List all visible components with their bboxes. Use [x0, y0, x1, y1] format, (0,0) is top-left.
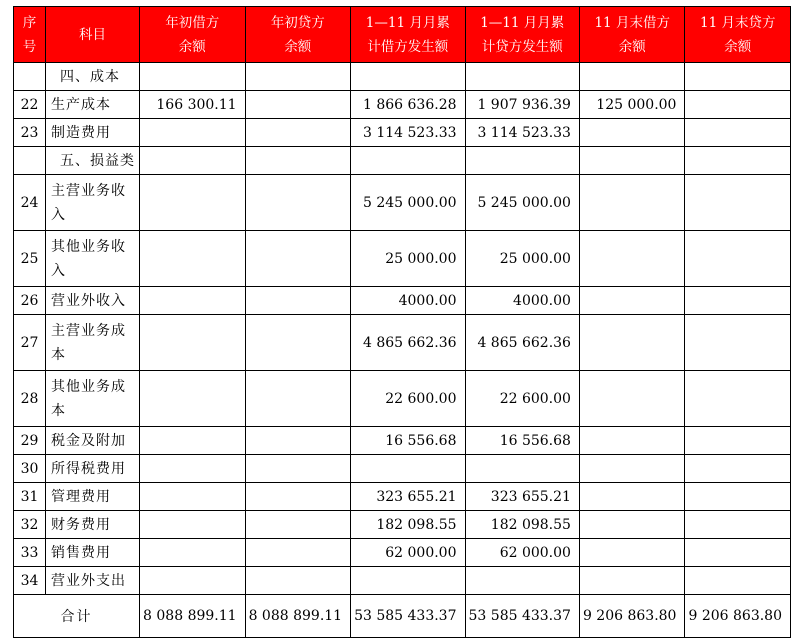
end-credit-cell [685, 231, 791, 287]
cum-debit-cell: 323 655.21 [351, 483, 465, 511]
end-debit-cell: 125 000.00 [579, 91, 685, 119]
cum-credit-cell: 182 098.55 [465, 511, 579, 539]
row-subject-line1: 主营业务成 [51, 322, 126, 339]
header-cum-credit-line2: 计贷方发生额 [481, 38, 563, 55]
row-cell [465, 147, 579, 175]
row-subject: 销售费用 [46, 539, 140, 567]
table-row [14, 91, 791, 119]
row-number: 24 [14, 175, 46, 231]
open-debit-cell [140, 315, 246, 371]
end-debit-cell [579, 175, 685, 231]
open-debit-cell [140, 371, 246, 427]
end-credit-cell [685, 91, 791, 119]
open-credit-cell [245, 287, 351, 315]
row-number: 29 [14, 427, 46, 455]
row-subject-line1: 其他业务收 [51, 238, 126, 255]
end-debit-cell [579, 315, 685, 371]
cum-debit-cell: 4 865 662.36 [351, 315, 465, 371]
end-credit-cell [685, 483, 791, 511]
header-open-credit-line1: 年初贷方 [270, 14, 325, 31]
header-end-debit [579, 7, 685, 63]
cum-credit-cell: 4 865 662.36 [465, 315, 579, 371]
open-credit-cell [245, 483, 351, 511]
row-category: 四、成本 [46, 63, 140, 91]
row-cell [465, 63, 579, 91]
row-cell [245, 63, 351, 91]
cum-credit-cell: 4000.00 [465, 287, 579, 315]
table-row [14, 63, 791, 91]
open-credit-cell [245, 371, 351, 427]
row-subject: 所得税费用 [46, 455, 140, 483]
end-debit-cell [579, 567, 685, 595]
row-cell [351, 147, 465, 175]
cum-debit-cell: 25 000.00 [351, 231, 465, 287]
end-credit-cell [685, 315, 791, 371]
header-open-credit [245, 7, 351, 63]
cum-debit-cell: 16 556.68 [351, 427, 465, 455]
end-credit-cell [685, 427, 791, 455]
end-debit-cell [579, 371, 685, 427]
end-credit-cell [685, 567, 791, 595]
row-subject-line1: 主营业务收 [51, 182, 126, 199]
cum-credit-cell [465, 567, 579, 595]
end-debit-cell [579, 455, 685, 483]
header-cum-debit-line2: 计借方发生额 [367, 38, 449, 55]
row-subject: 营业外支出 [46, 567, 140, 595]
total-end-debit: 9 206 863.80 [579, 595, 685, 638]
row-number: 31 [14, 483, 46, 511]
row-number: 23 [14, 119, 46, 147]
header-seq [14, 7, 46, 63]
row-subject: 税金及附加 [46, 427, 140, 455]
row-subject [46, 371, 140, 427]
row-subject: 营业外收入 [46, 287, 140, 315]
total-label: 合计 [14, 595, 140, 638]
row-number: 34 [14, 567, 46, 595]
end-credit-cell [685, 287, 791, 315]
row-number: 26 [14, 287, 46, 315]
cum-credit-cell: 5 245 000.00 [465, 175, 579, 231]
end-credit-cell [685, 455, 791, 483]
open-debit-cell [140, 231, 246, 287]
cum-credit-cell: 323 655.21 [465, 483, 579, 511]
header-open-credit-line2: 余额 [284, 38, 312, 55]
total-row [14, 595, 791, 638]
end-credit-cell [685, 119, 791, 147]
table-row [14, 371, 791, 427]
row-cell [685, 147, 791, 175]
header-cum-debit [351, 7, 465, 63]
end-debit-cell [579, 119, 685, 147]
open-debit-cell [140, 539, 246, 567]
open-debit-cell [140, 287, 246, 315]
total-open-credit: 8 088 899.11 [245, 595, 351, 638]
cum-debit-cell: 22 600.00 [351, 371, 465, 427]
header-open-debit-line1: 年初借方 [165, 14, 220, 31]
open-credit-cell [245, 119, 351, 147]
table-row [14, 175, 791, 231]
row-cell [351, 63, 465, 91]
table-row [14, 567, 791, 595]
row-subject-line2: 本 [51, 346, 66, 363]
cum-debit-cell [351, 455, 465, 483]
cum-credit-cell [465, 455, 579, 483]
row-number: 28 [14, 371, 46, 427]
total-open-debit: 8 088 899.11 [140, 595, 246, 638]
cum-debit-cell [351, 567, 465, 595]
table-row [14, 427, 791, 455]
open-debit-cell [140, 175, 246, 231]
open-credit-cell [245, 567, 351, 595]
open-credit-cell [245, 455, 351, 483]
header-cum-debit-line1: 1—11 月月累 [365, 14, 450, 31]
open-debit-cell: 166 300.11 [140, 91, 246, 119]
cum-debit-cell: 3 114 523.33 [351, 119, 465, 147]
row-cell [245, 147, 351, 175]
header-row [14, 7, 791, 63]
open-debit-cell [140, 455, 246, 483]
table-row [14, 511, 791, 539]
row-number: 22 [14, 91, 46, 119]
row-subject-line1: 其他业务成 [51, 378, 126, 395]
table-row [14, 455, 791, 483]
cum-credit-cell: 1 907 936.39 [465, 91, 579, 119]
total-end-credit: 9 206 863.80 [685, 595, 791, 638]
open-credit-cell [245, 231, 351, 287]
header-open-debit-line2: 余额 [178, 38, 206, 55]
open-debit-cell [140, 511, 246, 539]
row-subject: 制造费用 [46, 119, 140, 147]
open-debit-cell [140, 427, 246, 455]
header-end-credit [685, 7, 791, 63]
cum-debit-cell: 1 866 636.28 [351, 91, 465, 119]
end-credit-cell [685, 539, 791, 567]
header-end-debit-line2: 余额 [618, 38, 646, 55]
header-seq-line2: 号 [22, 38, 37, 55]
end-debit-cell [579, 511, 685, 539]
cum-credit-cell: 3 114 523.33 [465, 119, 579, 147]
header-end-credit-line1: 11 月末贷方 [699, 14, 776, 31]
row-cell [685, 63, 791, 91]
cum-debit-cell: 5 245 000.00 [351, 175, 465, 231]
open-credit-cell [245, 91, 351, 119]
row-number: 32 [14, 511, 46, 539]
open-debit-cell [140, 567, 246, 595]
table-row [14, 147, 791, 175]
table-row [14, 315, 791, 371]
open-credit-cell [245, 175, 351, 231]
end-debit-cell [579, 231, 685, 287]
header-cum-credit [465, 7, 579, 63]
row-number: 25 [14, 231, 46, 287]
row-subject-line2: 入 [51, 206, 66, 223]
row-number: 33 [14, 539, 46, 567]
open-credit-cell [245, 427, 351, 455]
end-credit-cell [685, 175, 791, 231]
row-category: 五、损益类 [46, 147, 140, 175]
cum-debit-cell: 62 000.00 [351, 539, 465, 567]
cum-credit-cell: 25 000.00 [465, 231, 579, 287]
cum-credit-cell: 22 600.00 [465, 371, 579, 427]
table-row [14, 287, 791, 315]
open-debit-cell [140, 483, 246, 511]
table-row [14, 483, 791, 511]
open-credit-cell [245, 511, 351, 539]
end-debit-cell [579, 483, 685, 511]
header-cum-credit-line1: 1—11 月月累 [480, 14, 565, 31]
table-row [14, 119, 791, 147]
end-credit-cell [685, 511, 791, 539]
header-subject-text: 科目 [79, 26, 107, 43]
header-seq-line1: 序 [22, 14, 37, 31]
cum-debit-cell: 182 098.55 [351, 511, 465, 539]
cum-credit-cell: 62 000.00 [465, 539, 579, 567]
row-number [14, 147, 46, 175]
header-subject [46, 7, 140, 63]
header-end-debit-line1: 11 月末借方 [594, 14, 670, 31]
row-subject [46, 231, 140, 287]
row-cell [579, 147, 685, 175]
end-debit-cell [579, 539, 685, 567]
end-debit-cell [579, 427, 685, 455]
row-subject: 管理费用 [46, 483, 140, 511]
row-subject-line2: 本 [51, 402, 66, 419]
table-row [14, 231, 791, 287]
total-cum-credit: 53 585 433.37 [465, 595, 579, 638]
end-debit-cell [579, 287, 685, 315]
row-cell [140, 147, 246, 175]
header-open-debit [140, 7, 246, 63]
open-credit-cell [245, 539, 351, 567]
row-subject [46, 315, 140, 371]
row-number [14, 63, 46, 91]
total-cum-debit: 53 585 433.37 [351, 595, 465, 638]
header-end-credit-line2: 余额 [724, 38, 752, 55]
row-cell [579, 63, 685, 91]
end-credit-cell [685, 371, 791, 427]
row-subject: 财务费用 [46, 511, 140, 539]
row-subject: 生产成本 [46, 91, 140, 119]
cum-credit-cell: 16 556.68 [465, 427, 579, 455]
row-subject [46, 175, 140, 231]
table-row [14, 539, 791, 567]
row-number: 27 [14, 315, 46, 371]
open-debit-cell [140, 119, 246, 147]
trial-balance-table [13, 6, 791, 638]
cum-debit-cell: 4000.00 [351, 287, 465, 315]
open-credit-cell [245, 315, 351, 371]
row-cell [140, 63, 246, 91]
row-number: 30 [14, 455, 46, 483]
row-subject-line2: 入 [51, 262, 66, 279]
